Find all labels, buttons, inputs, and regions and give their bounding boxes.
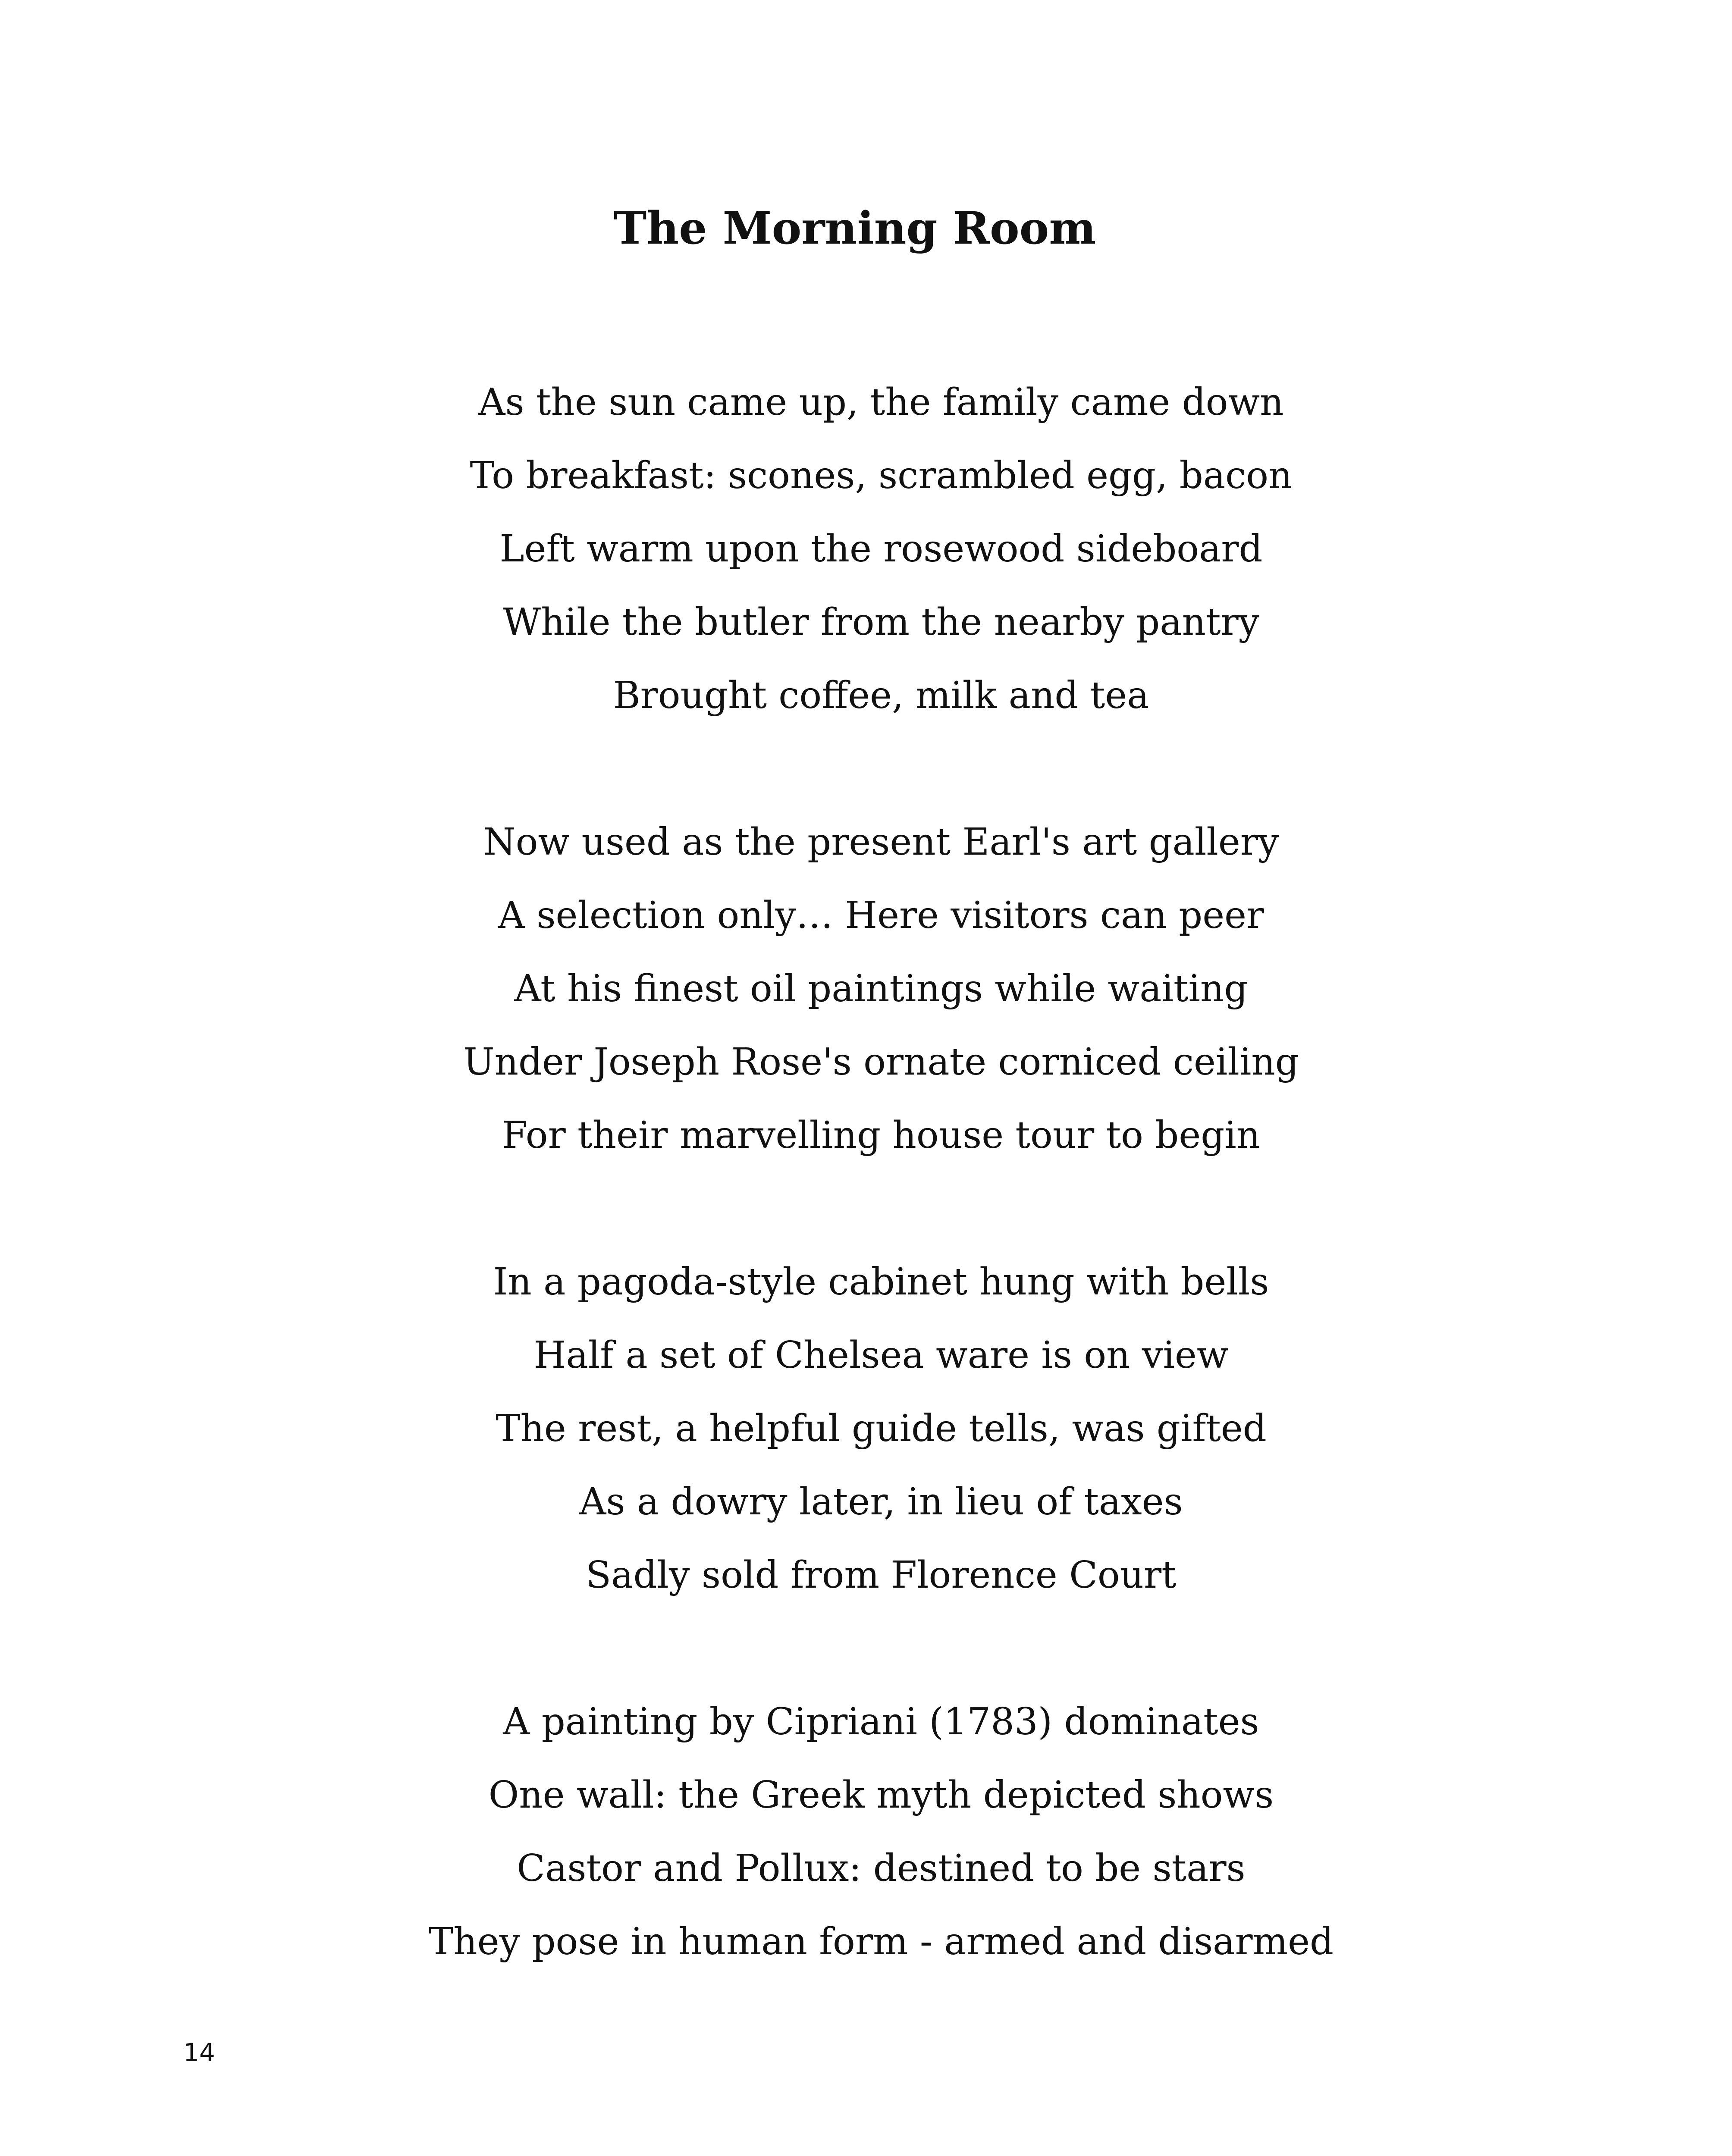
poem-line: As a dowry later, in lieu of taxes bbox=[579, 1480, 1183, 1523]
poem-line: For their marvelling house tour to begin bbox=[502, 1114, 1261, 1157]
poem-line: Sadly sold from Florence Court bbox=[586, 1554, 1177, 1597]
stanza-4 bbox=[0, 1685, 1732, 1978]
poem-line: Brought coffee, milk and tea bbox=[613, 674, 1149, 717]
stanza-2 bbox=[0, 805, 1732, 1172]
poem-line: They pose in human form - armed and disarmed bbox=[428, 1920, 1334, 1963]
poem-line: In a pagoda-style cabinet hung with bells bbox=[493, 1260, 1269, 1304]
poem-line: As the sun came up, the family came down bbox=[478, 381, 1284, 424]
poem-line: Now used as the present Earl's art gallery bbox=[483, 821, 1279, 864]
poem-line: A painting by Cipriani (1783) dominates bbox=[503, 1700, 1259, 1743]
poem-line: Castor and Pollux: destined to be stars bbox=[517, 1847, 1246, 1890]
poem-line: The rest, a helpful guide tells, was gifted bbox=[496, 1407, 1267, 1450]
poem-body bbox=[0, 366, 1732, 1978]
stanza-1 bbox=[0, 366, 1732, 732]
stanza-3 bbox=[0, 1245, 1732, 1612]
poem-title: The Morning Room bbox=[613, 202, 1096, 254]
poem-line: One wall: the Greek myth depicted shows bbox=[488, 1774, 1274, 1817]
poem-line: At his finest oil paintings while waiting bbox=[514, 967, 1248, 1010]
poem-line: While the butler from the nearby pantry bbox=[502, 601, 1260, 644]
poem-line: Under Joseph Rose's ornate corniced ceiling bbox=[463, 1040, 1299, 1084]
poem-line: A selection only… Here visitors can peer bbox=[498, 894, 1264, 937]
poem-line: Left warm upon the rosewood sideboard bbox=[499, 527, 1263, 570]
poem-line: To breakfast: scones, scrambled egg, bacon bbox=[470, 454, 1293, 497]
poem-line: Half a set of Chelsea ware is on view bbox=[533, 1334, 1229, 1377]
page-number: 14 bbox=[183, 2038, 215, 2067]
